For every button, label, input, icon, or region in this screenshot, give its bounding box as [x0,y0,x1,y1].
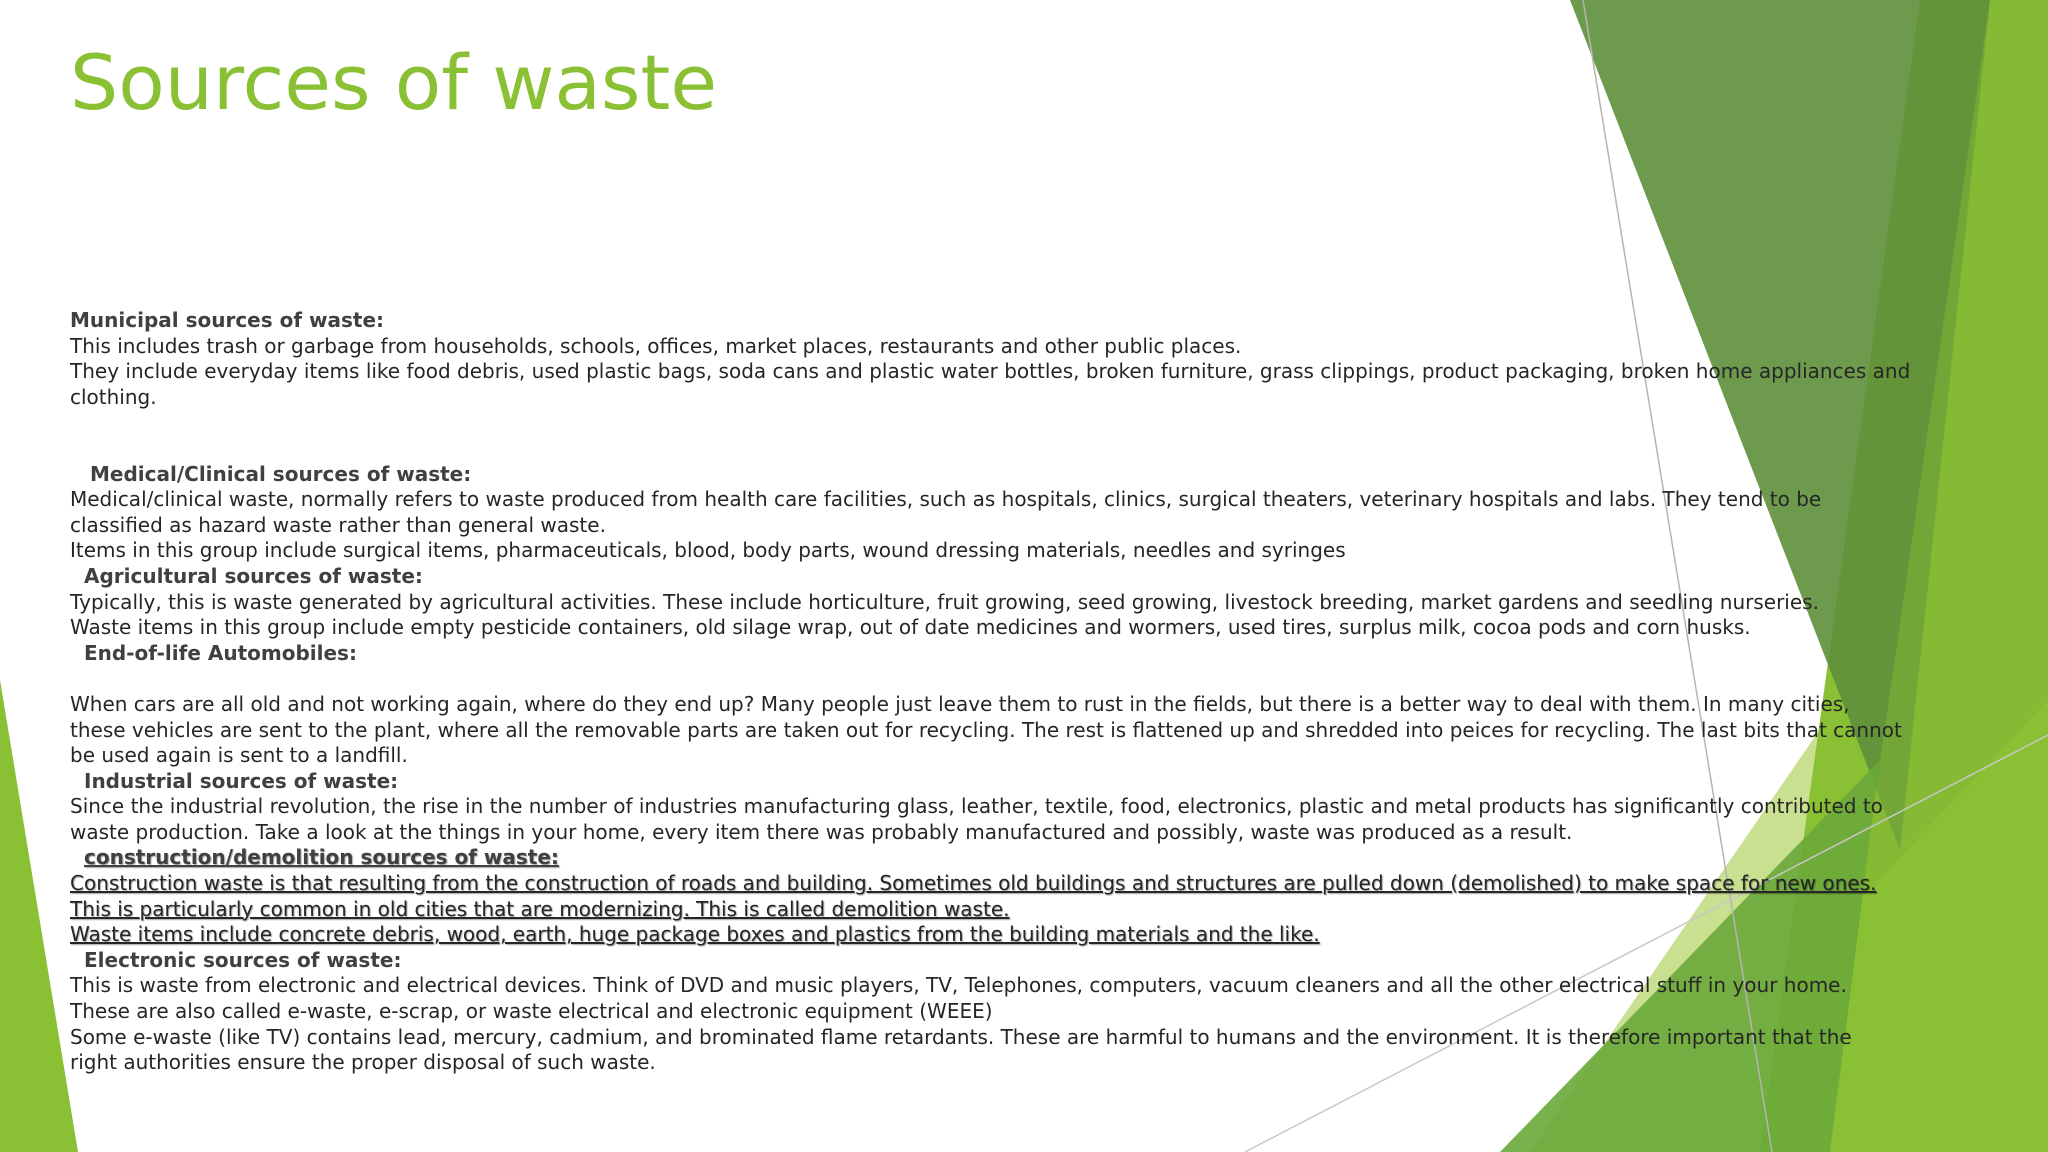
heading-electronic: Electronic sources of waste: [84,947,402,972]
heading-municipal: Municipal sources of waste: [70,308,385,332]
electronic-line: Some e-waste (like TV) contains lead, mercury, cadmium, and brominated flame retardants. These are harmful to humans and the environment. It is therefore important that the [70,1024,1852,1049]
heading-agricultural: Agricultural sources of waste: [84,563,423,588]
automobiles-line: be used again is sent to a landfill. [70,743,408,768]
industrial-line: waste production. Take a look at the things in your home, every item there was probably manufactured and possibly, waste was produced as a result. [70,819,1573,844]
industrial-line: Since the industrial revolution, the rise in the number of industries manufacturing glass, leather, textile, food, electronics, plastic and metal products has significantly contributed to [70,794,1883,819]
construction-line: Waste items include concrete debris, wood, earth, huge package boxes and plastics from the building materials and the like. [70,922,1320,947]
electronic-line: This is waste from electronic and electrical devices. Think of DVD and music players, TV, Telephones, computers, vacuum cleaners and all the other electrical stuff in your home. [70,973,1847,998]
heading-medical: Medical/Clinical sources of waste: [90,461,472,486]
electronic-line: right authorities ensure the proper disposal of such waste. [70,1050,656,1075]
construction-line: This is particularly common in old cities that are modernizing. This is called demolition waste. [70,896,1010,921]
heading-construction: construction/demolition sources of waste: [84,845,559,870]
municipal-line: clothing. [70,384,157,409]
agricultural-line: Typically, this is waste generated by agricultural activities. These include horticulture, fruit growing, seed growing, livestock breeding, market gardens and seedling nurseries. [70,589,1819,614]
heading-automobiles: End-of-life Automobiles: [84,640,357,665]
electronic-line: These are also called e-waste, e-scrap, or waste electrical and electronic equipment (WEEE) [70,999,993,1024]
spacer [70,410,2045,461]
medical-line: Medical/clinical waste, normally refers to waste produced from health care facilities, such as hospitals, clinics, surgical theaters, veterinary hospitals and labs. They tend to be [70,487,1822,512]
construction-line: Construction waste is that resulting from the construction of roads and building. Sometimes old buildings and structures are pulled down (demolished) to make space for new ones. [70,871,1877,896]
slide-body [70,308,2045,1076]
medical-line: Items in this group include surgical items, pharmaceuticals, blood, body parts, wound dressing materials, needles and syringes [70,538,1346,563]
automobiles-line: these vehicles are sent to the plant, where all the removable parts are taken out for recycling. The rest is flattened up and shredded into peices for recycling. The last bits that cannot [70,717,1902,742]
slide-title: Sources of waste [70,38,718,127]
automobiles-line: When cars are all old and not working again, where do they end up? Many people just leave them to rust in the fields, but there is a better way to deal with them. In many cities, [70,691,1850,716]
municipal-line: This includes trash or garbage from households, schools, offices, market places, restaurants and other public places. [70,333,1242,358]
agricultural-line: Waste items in this group include empty pesticide containers, old silage wrap, out of date medicines and wormers, used tires, surplus milk, cocoa pods and corn husks. [70,615,1751,640]
medical-line: classified as hazard waste rather than general waste. [70,512,606,537]
spacer [70,666,2045,692]
municipal-line: They include everyday items like food debris, used plastic bags, soda cans and plastic water bottles, broken furniture, grass clippings, product packaging, broken home appliances and [70,359,1911,384]
left-green-sliver [0,680,78,1152]
heading-industrial: Industrial sources of waste: [84,768,399,793]
